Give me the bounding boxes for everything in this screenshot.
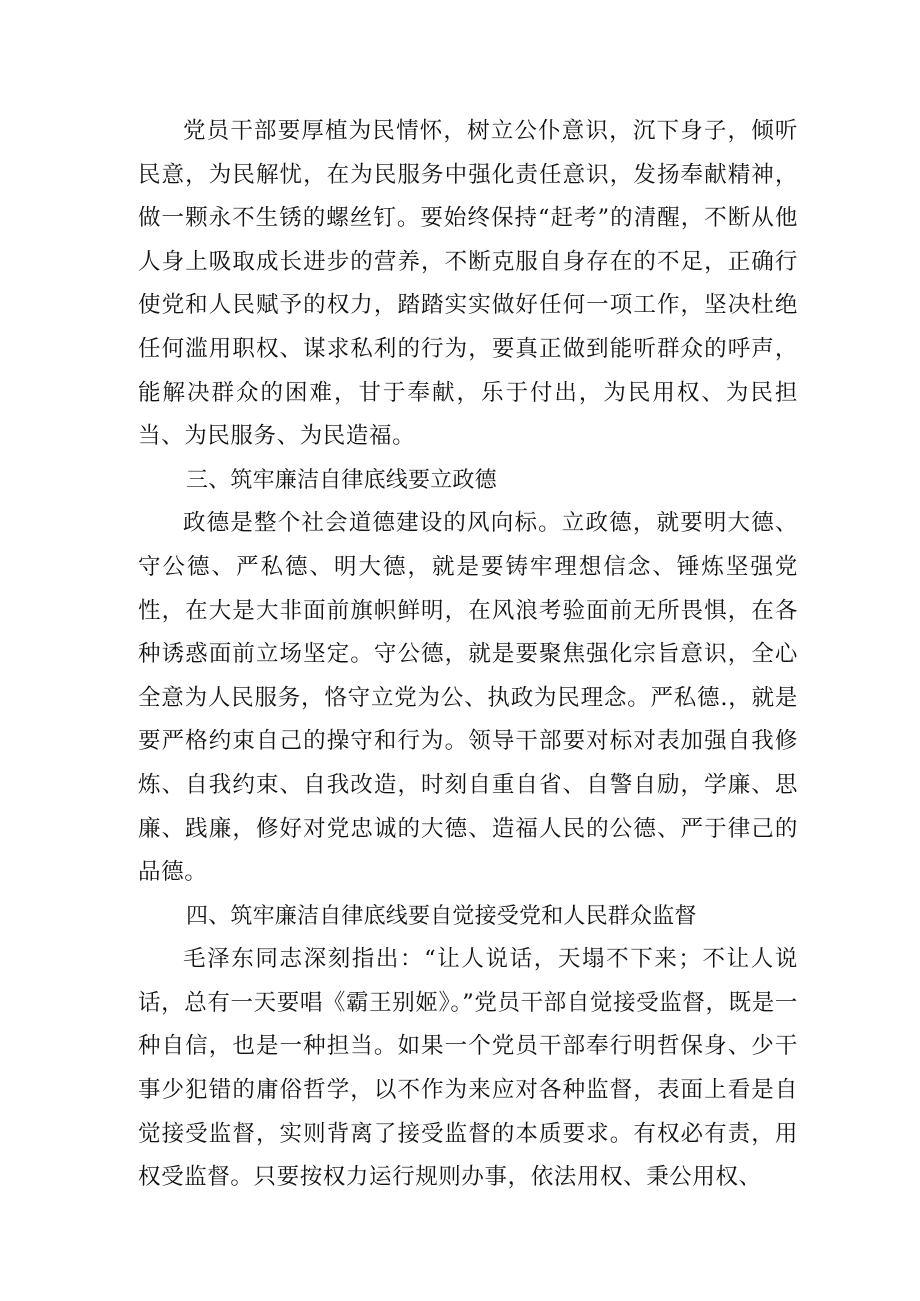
body-paragraph-political-ethics: 政德是整个社会道德建设的风向标。立政德，就要明大德、守公德、严私德、明大德，就是要铸牢理想信念、锤炼坚强党性，在大是大非面前旗帜鲜明，在风浪考验面前无所畏惧，在各种诱惑面前立场坚定。守公德，就是要聚焦强化宗旨意识，全心全意为人民服务，恪守立党为公、执政为民理念。严私德.，就是要严格约束自己的操守和行为。领导干部要对标对表加强自我修炼、自我约束、自我改造，时刻自重自省、自警自励，学廉、思廉、践廉，修好对党忠诚的大德、造福人民的公德、严于律己的品德。	[138, 510, 798, 886]
body-paragraph-supervision: 毛泽东同志深刻指出：“让人说话，天塌不下来；不让人说话，总有一天要唱《霸王别姬》。”党员干部自觉接受监督，既是一种自信，也是一种担当。如果一个党员干部奉行明哲保身、少干事少犯错的庸俗哲学，以不作为来应对各种监督，表面上看是自觉接受监督，实则背离了接受监督的本质要求。有权必有责，用权受监督。只要按权力运行规则办事，依法用权、秉公用权、	[138, 946, 798, 1191]
body-paragraph-service: 党员干部要厚植为民情怀，树立公仆意识，沉下身子，倾听民意，为民解忧，在为民服务中强化责任意识，发扬奉献精神，做一颗永不生锈的螺丝钉。要始终保持“赶考”的清醒，不断从他人身上吸取成长进步的营养，不断克服自身存在的不足，正确行使党和人民赋予的权力，踏踏实实做好任何一项工作，坚决杜绝任何滥用职权、谋求私利的行为，要真正做到能听群众的呼声，能解决群众的困难，甘于奉献，乐于付出，为民用权、为民担当、为民服务、为民造福。	[138, 118, 798, 450]
section-heading-3: 三、筑牢廉洁自律底线要立政德	[186, 467, 497, 493]
document-page	[138, 110, 798, 1200]
section-heading-4: 四、筑牢廉洁自律底线要自觉接受党和人民群众监督	[186, 903, 697, 929]
